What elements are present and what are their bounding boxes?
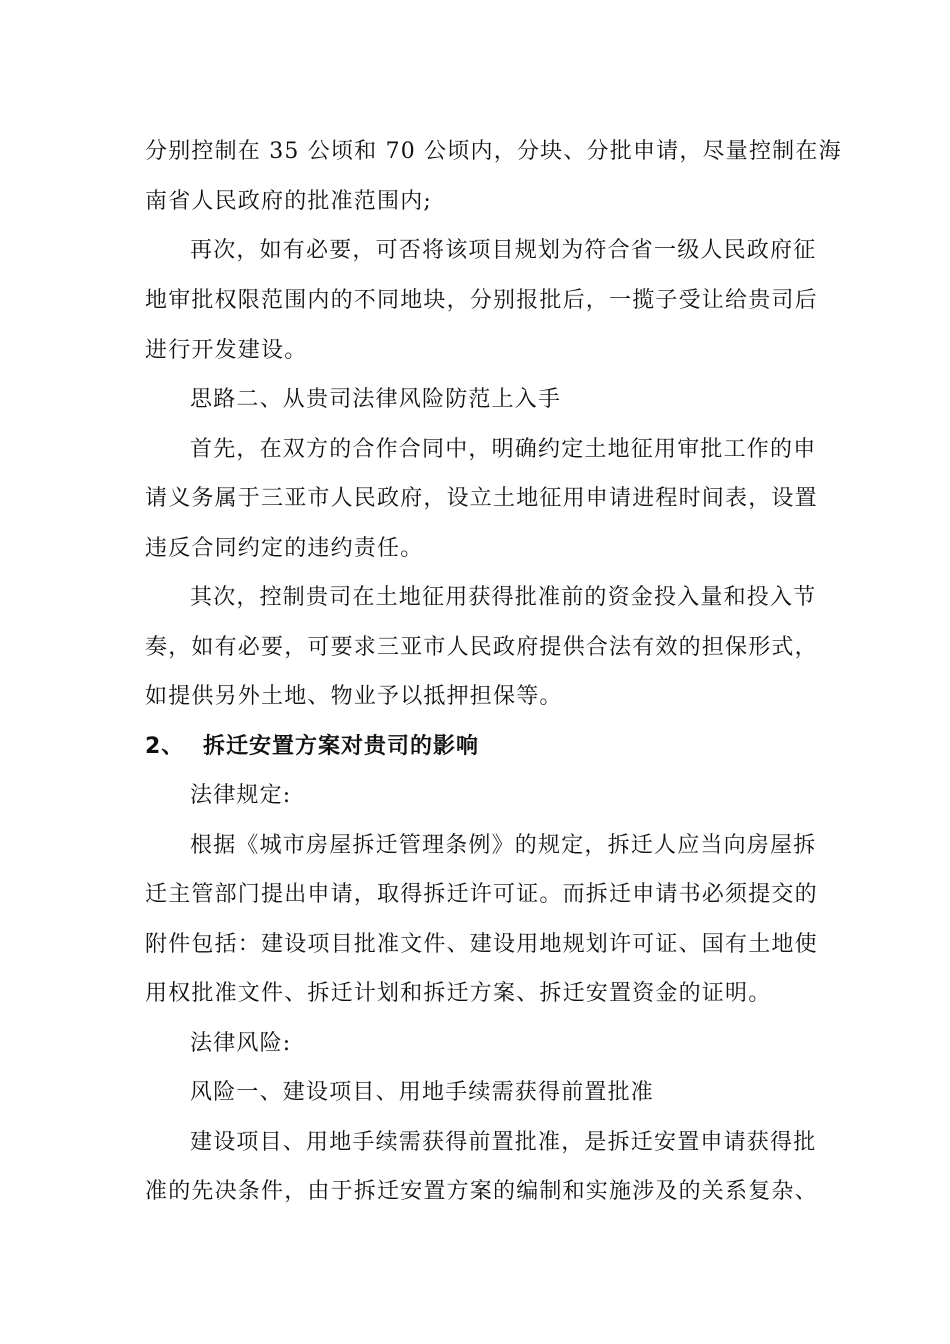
text-line: 地审批权限范围内的不同地块，分别报批后，一揽子受让给贵司后	[145, 288, 818, 313]
text-line: 法律规定:	[190, 783, 292, 808]
text-line: 分别控制在 35 公顷和 70 公顷内，分块、分批申请，尽量控制在海	[145, 139, 842, 164]
text-line: 其次，控制贵司在土地征用获得批准前的资金投入量和投入节	[190, 585, 817, 610]
text-line: 奏，如有必要，可要求三亚市人民政府提供合法有效的担保形式，	[145, 635, 818, 660]
text-line: 附件包括：建设项目批准文件、建设用地规划许可证、国有土地使	[145, 932, 818, 957]
text-line: 请义务属于三亚市人民政府，设立土地征用申请进程时间表，设置	[145, 486, 818, 511]
text-line: 如提供另外土地、物业予以抵押担保等。	[145, 684, 563, 709]
text-line: 再次，如有必要，可否将该项目规划为符合省一级人民政府征	[190, 238, 817, 263]
text-line: 风险一、建设项目、用地手续需获得前置批准	[190, 1080, 655, 1105]
text-line: 南省人民政府的批准范围内;	[145, 189, 433, 214]
text-line: 用权批准文件、拆迁计划和拆迁方案、拆迁安置资金的证明。	[145, 981, 772, 1006]
section-title: 拆迁安置方案对贵司的影响	[203, 734, 480, 759]
section-heading	[145, 732, 810, 762]
text-line: 根据《城市房屋拆迁管理条例》的规定，拆迁人应当向房屋拆	[190, 833, 817, 858]
text-line: 准的先决条件，由于拆迁安置方案的编制和实施涉及的关系复杂、	[145, 1179, 818, 1204]
text-line: 违反合同约定的违约责任。	[145, 536, 424, 561]
text-line: 首先，在双方的合作合同中，明确约定土地征用审批工作的申	[190, 437, 817, 462]
section-number: 2、	[145, 734, 185, 759]
text-line: 建设项目、用地手续需获得前置批准，是拆迁安置申请获得批	[190, 1130, 817, 1155]
text-line: 思路二、从贵司法律风险防范上入手	[190, 387, 562, 412]
text-line: 进行开发建设。	[145, 338, 308, 363]
text-line: 法律风险:	[190, 1031, 292, 1056]
text-line: 迁主管部门提出申请，取得拆迁许可证。而拆迁申请书必须提交的	[145, 882, 818, 907]
